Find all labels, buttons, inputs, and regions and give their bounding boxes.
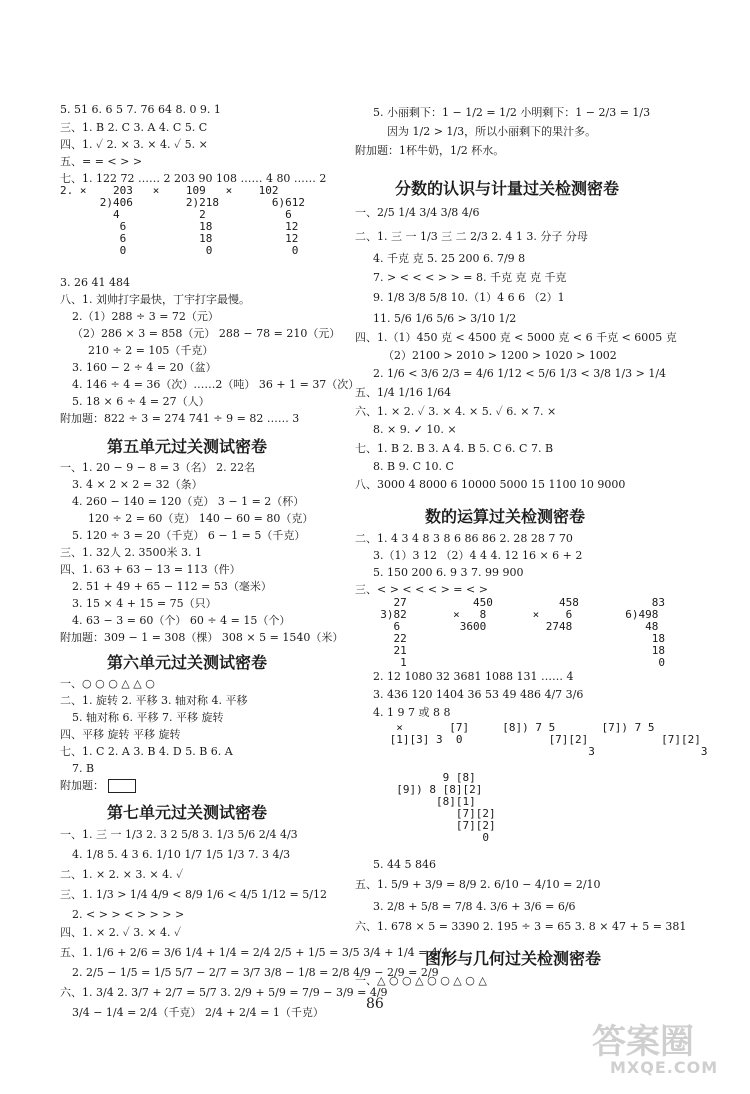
- section-title: 分数的认识与计量过关检测密卷: [395, 179, 620, 198]
- answer-line: 附加题：1杯牛奶，1/2 杯水。: [355, 144, 505, 157]
- page-number: 86: [366, 996, 384, 1012]
- answer-line: 3. 2/8 + 5/8 = 7/8 4. 3/6 + 3/6 = 6/6: [373, 900, 576, 913]
- answer-line: 附加题：822 ÷ 3 = 274 741 ÷ 9 = 82 …… 3: [60, 412, 300, 425]
- long-division-block: 2. × 203 × 109 × 102 2)406 2)218 6)612 4 2 6 6 18 12 6 18 12 0 0 0: [60, 184, 306, 257]
- answer-line: 五、1/4 1/16 1/64: [355, 386, 452, 399]
- answer-line: 五、1. 5/9 + 3/9 = 8/9 2. 6/10 − 4/10 = 2/10: [355, 878, 601, 891]
- answer-line: 二、1. 旋转 2. 平移 3. 轴对称 4. 平移: [60, 694, 248, 707]
- answer-line: 2.（1）288 ÷ 3 = 72（元）: [72, 310, 219, 323]
- answer-line: 2. 51 + 49 + 65 − 112 = 53（毫米）: [72, 580, 272, 593]
- answer-line: 四、1. 63 + 63 − 13 = 113（件）: [60, 563, 241, 576]
- answer-line: （2）2100 > 2010 > 1200 > 1020 > 1002: [383, 349, 617, 362]
- answer-line: 八、1. 刘帅打字最快，丁宇打字最慢。: [60, 293, 250, 306]
- answer-line: 120 ÷ 2 = 60（克） 140 − 60 = 80（克）: [88, 512, 314, 525]
- answer-line: 3. 15 × 4 + 15 = 75（只）: [72, 597, 217, 610]
- answer-line: 六、1. 3/4 2. 3/7 + 2/7 = 5/7 3. 2/9 + 5/9 = 7/9 − 3/9 = 4/9: [60, 986, 388, 999]
- answer-line: 四、1.（1）450 克 < 4500 克 < 5000 克 < 6 千克 < 6005 克: [355, 331, 677, 344]
- answer-line: 一、△ ○ ○ △ ○ ○ △ ○ △: [355, 974, 487, 987]
- answer-line: 8. × 9. ✓ 10. ×: [373, 423, 457, 436]
- answer-line: 2. 1/6 < 3/6 2/3 = 4/6 1/12 < 5/6 1/3 < 3/8 1/3 > 1/4: [373, 367, 667, 380]
- answer-line: 7. B: [72, 762, 95, 775]
- long-division-puzzle: 9 [8] [9]) 8 [8][2] [8][1] [7][2] [7][2] 0: [396, 771, 496, 844]
- answer-line: 三、< > < < < > = < >: [355, 583, 488, 596]
- answer-line: 三、1. 32人 2. 3500米 3. 1: [60, 546, 202, 559]
- answer-line: 8. B 9. C 10. C: [373, 460, 454, 473]
- answer-line: 七、1. C 2. A 3. B 4. D 5. B 6. A: [60, 745, 233, 758]
- answer-line: 4. 1/8 5. 4 3 6. 1/10 1/7 1/5 1/3 7. 3 4/3: [72, 848, 291, 861]
- answer-line: 3/4 − 1/4 = 2/4（千克） 2/4 + 2/4 = 1（千克）: [72, 1006, 324, 1019]
- watermark-site: MXQE.COM: [610, 1058, 719, 1077]
- answer-line: 二、1. × 2. × 3. × 4. ✓: [60, 868, 184, 881]
- answer-line: 4. 260 − 140 = 120（克） 3 − 1 = 2（杯）: [72, 495, 305, 508]
- watermark-logo: [592, 1014, 742, 1084]
- section-title: 数的运算过关检测密卷: [425, 507, 586, 526]
- answer-line: 5. 150 200 6. 9 3 7. 99 900: [373, 566, 524, 579]
- answer-box: [108, 779, 136, 793]
- answer-line: 五、= = < > >: [60, 155, 143, 168]
- answer-line: 五、1. 1/6 + 2/6 = 3/6 1/4 + 1/4 = 2/4 2/5 + 1/5 = 3/5 3/4 + 1/4 = 4/4: [60, 946, 449, 959]
- answer-line: 七、1. 122 72 …… 2 203 90 108 …… 4 80 …… 2: [60, 172, 327, 185]
- section-title: 图形与几何过关检测密卷: [425, 949, 602, 968]
- long-division-block: 27 450 458 83 3)82 × 8 × 6 6)498 6 3600 2748 48 22 18 21 18 1 0: [380, 596, 666, 669]
- answer-line: 一、1. 20 − 9 − 8 = 3（名） 2. 22名: [60, 461, 256, 474]
- answer-line: 六、1. 678 × 5 = 3390 2. 195 ÷ 3 = 65 3. 8 × 47 + 5 = 381: [355, 920, 687, 933]
- answer-line: 4. 1 9 7 或 8 8: [373, 706, 451, 719]
- answer-line: 六、1. × 2. ✓ 3. × 4. × 5. ✓ 6. × 7. ×: [355, 405, 557, 418]
- answer-line: 11. 5/6 1/6 5/6 > 3/10 1/2: [373, 312, 517, 325]
- section-title: 第七单元过关测试密卷: [107, 803, 268, 822]
- answer-line: 三、1. B 2. C 3. A 4. C 5. C: [60, 121, 208, 134]
- answer-line: 附加题：309 − 1 = 308（棵） 308 × 5 = 1540（米）: [60, 631, 344, 644]
- answer-line: 4. 千克 克 5. 25 200 6. 7/9 8: [373, 252, 526, 265]
- answer-line: 七、1. B 2. B 3. A 4. B 5. C 6. C 7. B: [355, 442, 554, 455]
- digit-box-puzzle: × [7] [8]) 7 5 [7]) 7 5 [1][3] 3 0 [7][2] [7][2] 3 3: [389, 721, 708, 758]
- answer-line: 四、平移 旋转 平移 旋转: [60, 728, 181, 741]
- answer-line: 二、1. 4 3 4 8 3 8 6 86 86 2. 28 28 7 70: [355, 532, 573, 545]
- answer-line: 一、2/5 1/4 3/4 3/8 4/6: [355, 206, 480, 219]
- answer-line: 2. 12 1080 32 3681 1088 131 …… 4: [373, 670, 574, 683]
- section-title: 第五单元过关测试密卷: [107, 437, 268, 456]
- answer-line: 5. 51 6. 6 5 7. 76 64 8. 0 9. 1: [60, 103, 221, 116]
- answer-line: 四、1. ✓ 2. × 3. × 4. ✓ 5. ×: [60, 138, 208, 151]
- answer-line: 一、1. 三 一 1/3 2. 3 2 5/8 3. 1/3 5/6 2/4 4/3: [60, 828, 298, 841]
- answer-line: 4. 146 ÷ 4 = 36（次）……2（吨） 36 + 1 = 37（次）: [72, 378, 360, 391]
- answer-line: 4. 63 − 3 = 60（个） 60 ÷ 4 = 15（个）: [72, 614, 291, 627]
- answer-line: 5. 44 5 846: [373, 858, 436, 871]
- answer-line: 八、3000 4 8000 6 10000 5000 15 1100 10 9000: [355, 478, 626, 491]
- watermark-text: 答案圈: [592, 1022, 694, 1062]
- answer-line: 附加题：: [60, 779, 136, 793]
- answer-line: 210 ÷ 2 = 105（千克）: [88, 344, 214, 357]
- answer-line: 一、○ ○ ○ △ △ ○: [60, 677, 155, 690]
- answer-line: 3. 26 41 484: [60, 276, 130, 289]
- answer-line: 5. 120 ÷ 3 = 20（千克） 6 − 1 = 5（千克）: [72, 529, 306, 542]
- answer-line: 2. < > > < > > > >: [72, 908, 185, 921]
- answer-line: 9. 1/8 3/8 5/8 10.（1）4 6 6 （2）1: [373, 291, 565, 304]
- answer-line: 5. 18 × 6 ÷ 4 = 27（人）: [72, 395, 210, 408]
- answer-line: 2. 2/5 − 1/5 = 1/5 5/7 − 2/7 = 3/7 3/8 − 1/8 = 2/8 4/9 − 2/9 = 2/9: [72, 966, 439, 979]
- answer-line: （2）286 × 3 = 858（元） 288 − 78 = 210（元）: [72, 327, 341, 340]
- answer-line: 5. 轴对称 6. 平移 7. 平移 旋转: [72, 711, 224, 724]
- answer-line: 3. 436 120 1404 36 53 49 486 4/7 3/6: [373, 688, 584, 701]
- answer-line: 3. 160 − 2 ÷ 4 = 20（盆）: [72, 361, 217, 374]
- answer-line: 5. 小丽剩下：1 − 1/2 = 1/2 小明剩下：1 − 2/3 = 1/3: [373, 106, 651, 119]
- answer-line: 因为 1/2 > 1/3，所以小丽剩下的果汁多。: [387, 125, 597, 138]
- answer-line: 四、1. × 2. ✓ 3. × 4. ✓: [60, 926, 182, 939]
- section-title: 第六单元过关测试密卷: [107, 653, 268, 672]
- answer-line: 二、1. 三 一 1/3 三 二 2/3 2. 4 1 3. 分子 分母: [355, 230, 588, 243]
- answer-line: 7. > < < < > > = 8. 千克 克 克 千克: [373, 271, 567, 284]
- answer-line: 三、1. 1/3 > 1/4 4/9 < 8/9 1/6 < 4/5 1/12 = 5/12: [60, 888, 327, 901]
- answer-line: 3. 4 × 2 × 2 = 32（条）: [72, 478, 203, 491]
- answer-line: 3.（1）3 12 （2）4 4 4. 12 16 × 6 + 2: [373, 549, 583, 562]
